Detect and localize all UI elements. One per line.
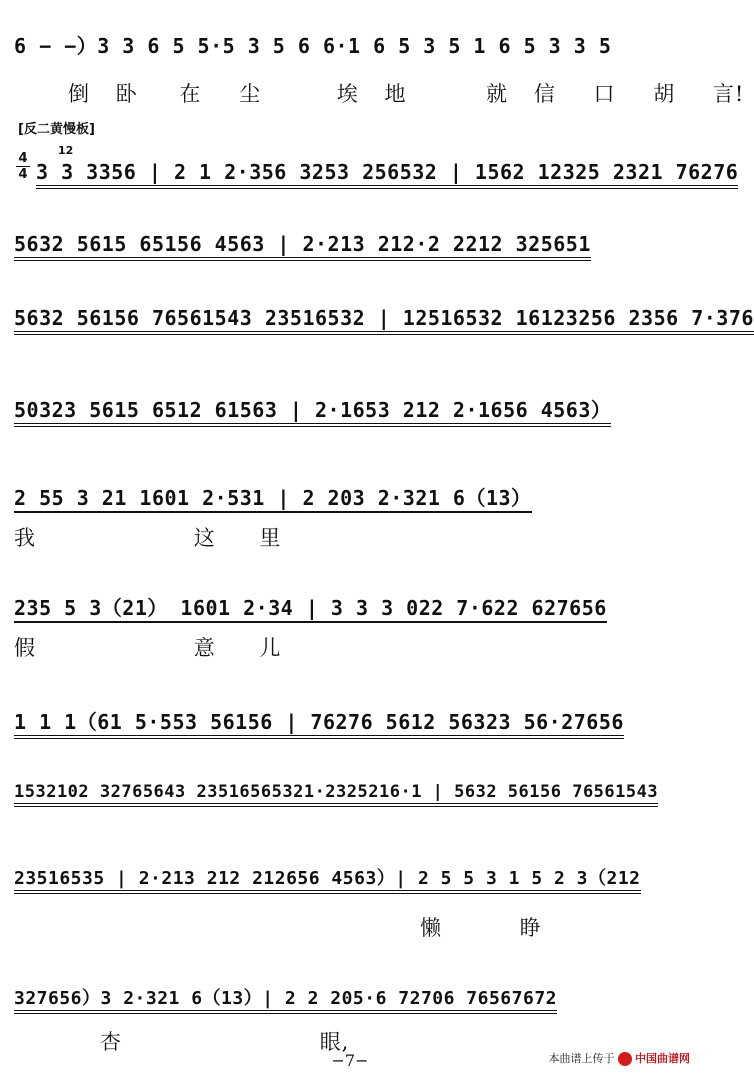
notation-line-2: 3 3 3356 | 2 1 2·356 3253 256532 | 1562 12325 2321 76276 [36,160,686,184]
lyric-line-3: 假 意 儿 [14,636,282,660]
lyric-line-2: 我 这 里 [14,526,282,550]
notation-line-4: 5632 56156 76561543 23516532 | 12516532 16123256 2356 7·376 [14,306,686,330]
lyric-line-4: 懒 睁 [420,916,542,940]
upload-credit: 本曲谱上传于 中国曲谱网 [548,1052,690,1065]
site-logo-icon [618,1052,632,1066]
notation-line-6: 2 55 3 21 1601 2·531 | 2 203 2·321 6（13） [14,482,686,511]
notation-line-3: 5632 5615 65156 4563 | 2·213 212·2 2212 325651 [14,232,686,256]
time-signature: 4 4 [16,152,30,181]
notation-line-5: 50323 5615 6512 61563 | 2·1653 212 2·1656 4563） [14,394,686,423]
notation-line-1: 6 − −）3 3 6 5 5·5 3 5 6 6·1 6 5 3 5 1 6 5 3 3 5 [14,34,612,58]
lyric-line-5: 杏 眼, [100,1030,350,1054]
notation-line-8: 1 1 1（61 5·553 56156 | 76276 5612 56323 56·27656 [14,706,686,735]
grace-note: 12 [58,144,74,157]
notation-line-7: 235 5 3（21） 1601 2·34 | 3 3 3 022 7·622 627656 [14,592,686,621]
notation-line-9: 1532102 32765643 23516565321·2325216·1 | 5632 56156 76561543 [14,782,686,802]
section-label: [反二黄慢板] [18,122,95,137]
notation-line-11: 327656）3 2·321 6（13）| 2 2 205·6 72706 76567672 [14,984,686,1010]
notation-line-10: 23516535 | 2·213 212 212656 4563）| 2 5 5 3 1 5 2 3（212 [14,864,686,890]
lyric-line-1: 倒 卧 在 尘 埃 地 就 信 口 胡 言! [68,82,745,106]
page-number: −7− [331,1051,369,1070]
